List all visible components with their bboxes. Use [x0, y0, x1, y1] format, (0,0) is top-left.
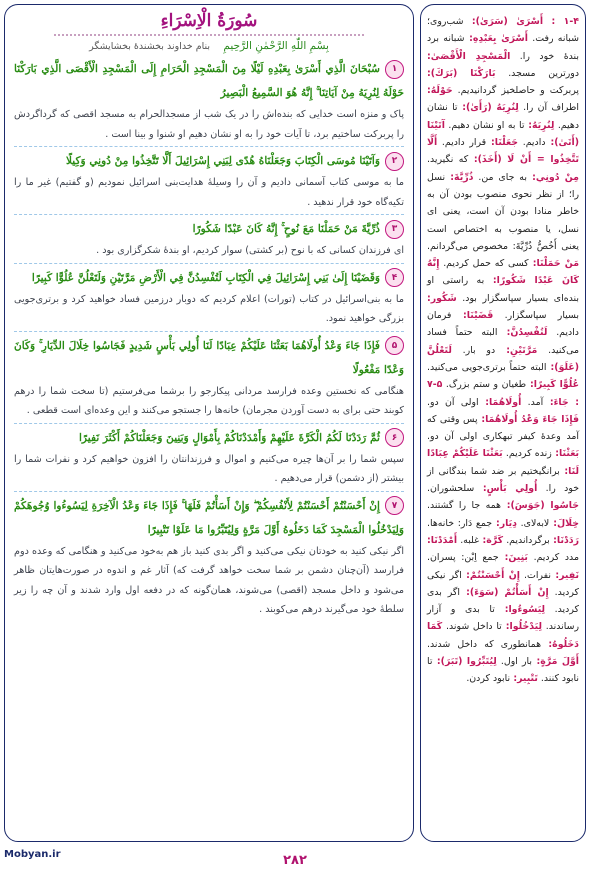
glossary-term: أَوَّلَ مَرَّةٍ: — [532, 655, 579, 667]
glossary-definition: آمد. — [521, 396, 544, 408]
glossary-definition: دورترین مسجد. — [495, 67, 580, 79]
glossary-term: لِيُتَبِّرُوا (تَبَرَ): — [432, 655, 497, 667]
glossary-definition: جمع دَار: خانه‌ها. — [427, 517, 493, 529]
glossary-definition: البته حتماً فساد می‌کنید. — [427, 327, 580, 356]
main-panel — [4, 4, 414, 842]
glossary-term: قَضَيْنَا: — [451, 310, 494, 322]
glossary-definition: بار اول. — [496, 655, 532, 667]
glossary-definition: طغیان و ستم بزرگ. — [442, 379, 527, 391]
glossary-definition: اگر نیکی کردید. — [427, 569, 579, 598]
glossary-definition: تا داخل شوند. — [442, 621, 502, 633]
glossary-definition: نابود کردن. — [466, 673, 511, 685]
glossary-definition: دادیم. — [518, 137, 546, 149]
glossary-term: ۵-۷ : جَاءَ: — [427, 379, 579, 408]
glossary-definition: شب‌روی؛ شبانه رفت. — [427, 16, 579, 45]
verse-arabic — [14, 426, 404, 450]
glossary-definition: برانگیختیم بر ضد شما بندگانی از خود را. — [427, 465, 579, 495]
glossary-definition: به راستی او بنده‌ای بسیار سپاسگزار بود. — [427, 275, 579, 304]
glossary-term: الْمَسْجِدِ الْأَقْصَىٰ: — [427, 50, 511, 62]
glossary-definition: مدد کردیم. — [527, 552, 579, 564]
glossary-term: بَارَكْنَا (بَرَكَ): — [427, 67, 496, 79]
basmala-translation: بنام خداوند بخشندهٔ بخشایشگر — [89, 41, 210, 52]
verse-number-badge: ۱ — [385, 60, 404, 79]
verse-number-badge: ۴ — [385, 268, 404, 287]
glossary-term: جَعَلْنَا: — [486, 137, 519, 149]
verse-arabic-text: سُبْحَانَ الَّذِي أَسْرَىٰ بِعَبْدِهِ لَيْلًا مِنَ الْمَسْجِدِ الْحَرَامِ إِلَى الْمَسْجِدِ الْأَقْصَى الَّذِي بَارَكْنَا حَوْلَهُ لِنُرِيَهُ مِنْ آيَاتِنَا ۚ إِنَّهُ هُوَ السَّمِيعُ الْبَصِيرُ — [14, 63, 404, 99]
verse-translation: ما به موسی کتاب آسمانی دادیم و آن را وسیلهٔ هدایت‌بنی اسرائیل نمودیم (و گفتیم) غیر ما را تکیه‌گاه خود قرار ندهید . — [14, 173, 404, 215]
glossary-definition: همه جا را گشتند. — [427, 500, 501, 512]
verse-translation: هنگامی که نخستین وعده فرارسد مردانی پیکارجو را برشما می‌فرستیم (تا سخت شما را درهم کوبند حتی برای به دست آوردن مجرمان) خانه‌ها را جستجو می‌کنند و این وعده‌ای است قطعی . — [14, 382, 404, 424]
glossary-term: إِنْ أَحْسَنْتُمْ: — [461, 569, 520, 581]
glossary-term: فَإِذَا جَاءَ وَعْدُ أُولَاهُمَا: — [477, 413, 579, 425]
glossary-definition: تا نابود کنند. — [427, 655, 579, 685]
verse-number-badge: ۳ — [385, 220, 404, 239]
glossary-term: آتَيْنَا (أَتَىٰ): — [427, 119, 579, 149]
glossary-definition: پس وقتی که آمد وعدهٔ کیفر تبهکاری اولی آن دو. — [427, 413, 579, 443]
glossary-definition: تا نشان دهیم. — [427, 102, 579, 131]
glossary-term: نَفِير: — [550, 569, 579, 581]
glossary-term: دِيَار: — [492, 517, 517, 529]
verse-arabic — [14, 494, 404, 542]
glossary-definition: قرار دادیم. — [437, 137, 487, 149]
verse-arabic-text: فَإِذَا جَاءَ وَعْدُ أُولَاهُمَا بَعَثْنَا عَلَيْكُمْ عِبَادًا لَنَا أُولِي بَأْسٍ شَدِيدٍ فَجَاسُوا خِلَالَ الدِّيَارِ ۚ وَكَانَ وَعْدًا مَفْعُولًا — [14, 339, 404, 376]
glossary-term: مَرَّتَيْنِ: — [495, 344, 538, 356]
verse-arabic-text: ثُمَّ رَدَدْنَا لَكُمُ الْكَرَّةَ عَلَيْهِمْ وَأَمْدَدْنَاكُمْ بِأَمْوَالٍ وَبَنِينَ وَجَعَلْنَاكُمْ أَكْثَرَ نَفِيرًا — [78, 431, 380, 444]
glossary-term: بَنِينَ: — [498, 552, 528, 564]
glossary-term: بَعَثْنَا عَلَيْكُمْ عِبَادًا لَنَا: — [427, 448, 579, 477]
glossary-term: رَدَدْنَا: — [549, 534, 579, 546]
basmala-arabic: بِسْمِ اللّٰهِ الرَّحْمٰنِ الرَّحِيمِ — [223, 40, 329, 52]
glossary-definition: اطراف آن را. — [518, 102, 579, 114]
glossary-term: عُلُوًّا كَبِيرًا: — [526, 379, 579, 391]
glossary-term: ۱-۴ : أَسْرَىٰ (سَرَىٰ): — [463, 16, 579, 27]
glossary-text — [427, 13, 579, 688]
glossary-term: حَوْلَهُ: — [427, 85, 453, 97]
verse-list — [14, 57, 404, 622]
glossary-term: لِيَدْخُلُوا: — [501, 621, 542, 633]
verse-translation: ای فرزندان کسانی که با نوح (بر کشتی) سوار کردیم، او بندهٔ شکرگزاری بود . — [14, 241, 404, 264]
glossary-term: لَتَعْلُنَّ (عَلَوَ): — [427, 344, 579, 373]
glossary-definition: فرمان دادیم. — [427, 310, 579, 339]
glossary-definition: سلحشوران. — [427, 483, 475, 495]
glossary-definition: که نگیرید. — [427, 154, 469, 166]
page-number: ۲۸۲ — [283, 853, 307, 868]
basmala — [14, 40, 404, 52]
glossary-term: إِنَّهُ كَانَ عَبْدًا شَكُورًا: — [427, 258, 579, 287]
glossary-term: أُولِي بَأْسٍ: — [474, 483, 538, 495]
verse-arabic — [14, 266, 404, 290]
glossary-term: مِنْ دُونِي: — [526, 171, 579, 183]
verse-arabic-text: وَقَضَيْنَا إِلَىٰ بَنِي إِسْرَائِيلَ فِي الْكِتَابِ لَتُفْسِدُنَّ فِي الْأَرْضِ مَرَّتَيْنِ وَلَتَعْلُنَّ عُلُوًّا كَبِيرًا — [31, 271, 380, 284]
verse-arabic-text: وَآتَيْنَا مُوسَى الْكِتَابَ وَجَعَلْنَاهُ هُدًى لِبَنِي إِسْرَائِيلَ أَلَّا تَتَّخِذُوا مِنْ دُونِي وَكِيلًا — [65, 155, 380, 167]
glossary-definition: همانطوری که داخل شدند. — [427, 638, 542, 650]
glossary-definition: بسیار سپاسگزار. — [493, 310, 579, 322]
glossary-term: إِنْ أَسَأْتُمْ (سَوَءَ): — [460, 586, 549, 598]
glossary-definition: اولی آن دو. — [427, 396, 479, 408]
glossary-definition: نفرات. — [519, 569, 551, 581]
glossary-term: ذُرِّيَّةَ: — [445, 171, 474, 183]
glossary-definition: جمع اِبْن: پسران. — [427, 552, 499, 564]
glossary-definition: غلبه. — [457, 534, 480, 546]
glossary-term: لِيَسُوءُوا: — [494, 604, 546, 616]
glossary-panel — [420, 4, 586, 842]
glossary-term: تَتْبِير: — [510, 673, 538, 685]
verse-arabic — [14, 217, 404, 241]
glossary-definition: پربرکت و حاصلخیز گردانیدیم. — [452, 85, 579, 97]
verse-arabic — [14, 334, 404, 382]
verse-translation: اگر نیکی کنید به خودتان نیکی می‌کنید و اگر بدی کنید باز هم به‌خود می‌کنید و هنگامی که وعده دوم فرارسد (آن‌چنان دشمن بر شما سخت خواهد گرفت که) آثار غم و اندوه در صورت‌هایتان ظاهر می‌شود و داخل مسجد (اقصی) می‌شوند، همان‌گونه که در دفعه اول وارد شدند و آن چه را زیر سلطهٔ خود می‌گیرند درهم می‌کوبند . — [14, 545, 404, 615]
glossary-term: لِنُرِيَهُ (رَأَىٰ): — [457, 102, 519, 114]
glossary-definition: دو بار. — [451, 344, 496, 356]
glossary-term: خِلَالَ: — [549, 517, 579, 529]
glossary-term: أَسْرَىٰ بِعَبْدِهِ: — [464, 33, 528, 45]
title-divider — [54, 34, 364, 36]
verse-number-badge: ۵ — [385, 336, 404, 355]
glossary-definition: اگر بدی کردید. — [427, 586, 579, 616]
glossary-term: لِنُرِيَهُ: — [524, 119, 555, 131]
glossary-definition: لابه‌لای. — [516, 517, 550, 529]
verse-arabic-text: إِنْ أَحْسَنْتُمْ أَحْسَنْتُمْ لِأَنْفُسِكُمْ ۖ وَإِنْ أَسَأْتُمْ فَلَهَا ۚ فَإِذَا جَاءَ وَعْدُ الْآخِرَةِ لِيَسُوءُوا وُجُوهَكُمْ وَلِيَدْخُلُوا الْمَسْجِدَ كَمَا دَخَلُوهُ أَوَّلَ مَرَّةٍ وَلِيُتَبِّرُوا مَا عَلَوْا تَتْبِيرًا — [14, 499, 404, 536]
glossary-term: لَتُفْسِدُنَّ: — [497, 327, 548, 339]
verse-arabic — [14, 57, 404, 105]
glossary-definition: نسل را؛ از نظر نحوی منصوب بودن آن به خاطر منادا بودن آن است، یعنی ای نسل، یا منصوب به اختصاص است یعنی أَخُصُّ ذُرِّيَّةَ: مخصوص می‌گردانم. — [427, 171, 579, 252]
glossary-term: جَاسُوا (جَوَسَ): — [501, 500, 579, 512]
glossary-term: كَمَا دَخَلُوهُ: — [427, 621, 579, 650]
glossary-definition: به جای من. — [473, 171, 527, 183]
glossary-definition: تا بدی و آزار رساندند. — [427, 604, 580, 633]
glossary-term: بَعَثْنَا: — [551, 448, 580, 460]
glossary-definition: برگرداندیم. — [503, 534, 550, 546]
verse-translation: سپس شما را بر آن‌ها چیره می‌کنیم و اموال و فرزندانتان را افزون خواهیم کرد و نفرات شما را بیشتر (از دشمن) قرار می‌دهیم . — [14, 450, 404, 492]
glossary-term: أُولَاهُمَا: — [478, 396, 522, 408]
verse-number-badge: ۷ — [385, 496, 404, 515]
verse-number-badge: ۲ — [385, 152, 404, 171]
site-watermark: Mobyan.ir — [4, 849, 61, 860]
glossary-definition: شبانه برد بندهٔ خود را. — [427, 33, 579, 62]
glossary-term: أَلَّا تَتَّخِذُوا = أَنْ لَا (أَخَذَ): — [427, 137, 579, 166]
verse-translation: پاک و منزه است خدایی که بنده‌اش را در یک شب از مسجدالحرام به مسجد اقصی که گرداگردش را پربرکت ساختیم برد، تا آیات خود را به او نشان دهیم او شنوا و بینا است . — [14, 105, 404, 147]
glossary-definition: تا به او نشان دهیم. — [444, 119, 525, 131]
surah-title: سُورَةُ الْاِسْرَاءِ — [160, 11, 258, 31]
verse-number-badge: ۶ — [385, 428, 404, 447]
glossary-term: شَكُور: — [427, 292, 457, 304]
verse-translation: ما به بنی‌اسرائیل در کتاب (تورات) اعلام کردیم که دوبار درزمین فساد خواهید کرد و برتری‌جویی بزرگی خواهید نمود. — [14, 290, 404, 332]
verse-arabic — [14, 149, 404, 173]
glossary-term: أَمْدَدْنَا: — [427, 534, 458, 546]
verse-arabic-text: ذُرِّيَّةَ مَنْ حَمَلْنَا مَعَ نُوحٍ ۚ إِنَّهُ كَانَ عَبْدًا شَكُورًا — [192, 223, 380, 235]
glossary-definition: کسی که حمل کردیم. — [439, 258, 529, 270]
glossary-definition: البته حتماً برتری‌جویی می‌کنید. — [427, 361, 547, 373]
glossary-term: مَنْ حَمَلْنَا: — [528, 258, 579, 270]
glossary-term: كَرَّة: — [479, 534, 504, 546]
glossary-definition: زنده کردیم. — [502, 448, 552, 460]
